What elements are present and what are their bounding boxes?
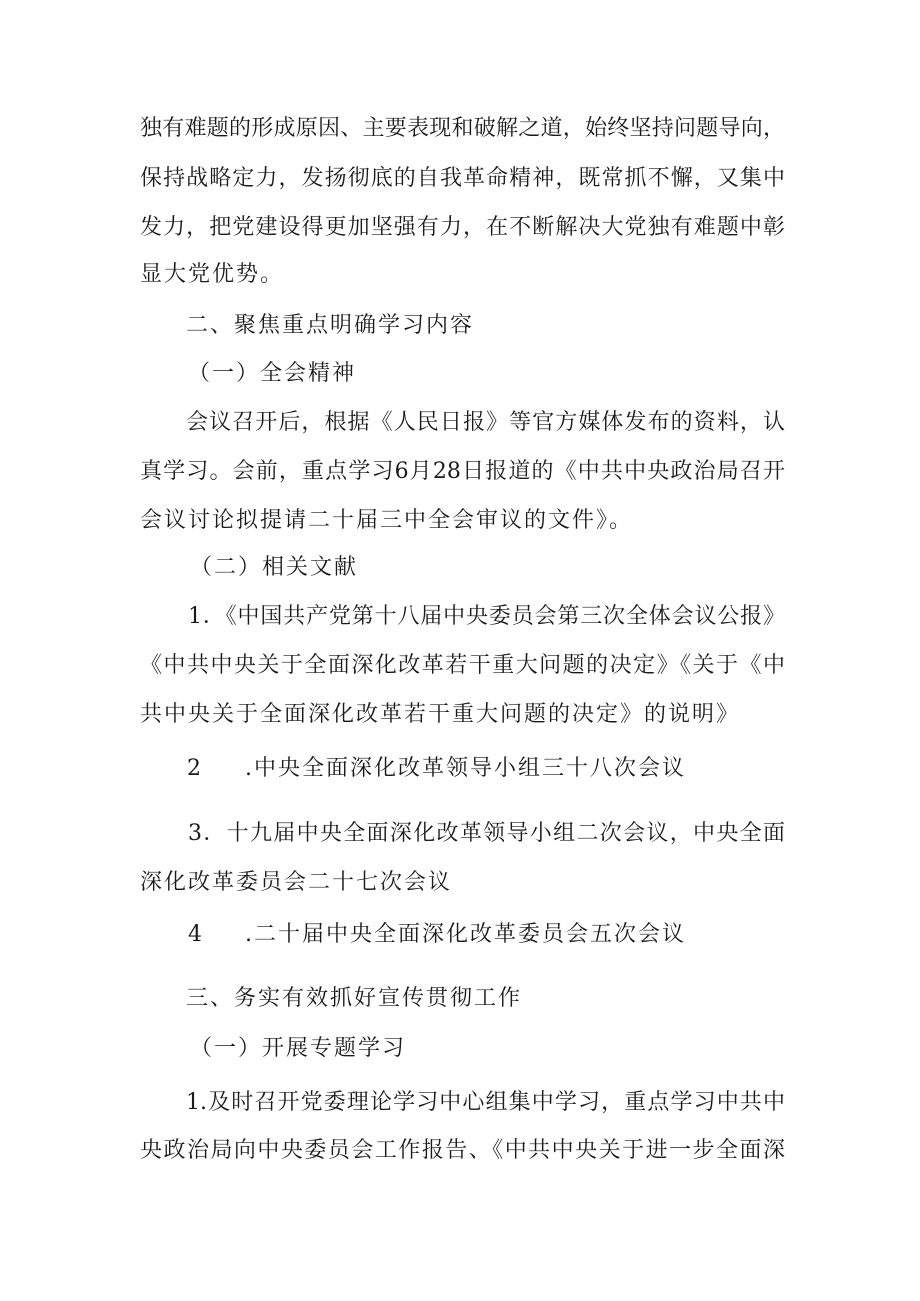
paragraph-line: 真学习。会前，重点学习6月28日报道的《中共中央政治局召开 bbox=[140, 459, 785, 484]
list-item-number: 4 bbox=[188, 922, 204, 947]
list-item-line: 1．《中国共产党第十八届中央委员会第三次全体会议公报》 bbox=[188, 604, 785, 629]
list-item-line: 共中央关于全面深化改革若干重大问题的决定》的说明》 bbox=[140, 702, 741, 727]
subsection-heading: （一）开展专题学习 bbox=[190, 1036, 407, 1061]
list-item-line: 《中共中央关于全面深化改革若干重大问题的决定》《关于《中 bbox=[140, 653, 785, 678]
paragraph-line: 央政治局向中央委员会工作报告、《中共中央关于进一步全面深 bbox=[140, 1138, 785, 1163]
paragraph-line: 会议召开后，根据《人民日报》等官方媒体发布的资料，认 bbox=[186, 410, 785, 435]
list-item bbox=[188, 920, 785, 950]
paragraph-line: 会议讨论拟提请二十届三中全会审议的文件》。 bbox=[140, 508, 634, 533]
paragraph-line: 显大党优势。 bbox=[140, 262, 285, 287]
subsection-heading: （二）相关文献 bbox=[190, 555, 359, 580]
list-item-line: 3．十九届中央全面深化改革领导小组二次会议，中央全面 bbox=[188, 821, 785, 846]
paragraph-line: 独有难题的形成原因、主要表现和破解之道，始终坚持问题导向， bbox=[140, 116, 785, 141]
section-heading: 二、聚焦重点明确学习内容 bbox=[186, 313, 475, 338]
paragraph-line: 保持战略定力，发扬彻底的自我革命精神，既常抓不懈，又集中 bbox=[140, 166, 785, 191]
paragraph-line: 1.及时召开党委理论学习中心组集中学习，重点学习中共中 bbox=[186, 1090, 785, 1115]
list-item-text: .二十届中央全面深化改革委员会五次会议 bbox=[245, 922, 686, 947]
list-item-line: 深化改革委员会二十七次会议 bbox=[140, 870, 453, 895]
paragraph-line: 发力，把党建设得更加坚强有力，在不断解决大党独有难题中彰 bbox=[140, 215, 785, 240]
subsection-heading: （一）全会精神 bbox=[188, 361, 357, 386]
list-item-number: 2 bbox=[187, 756, 203, 781]
section-heading: 三、务实有效抓好宣传贯彻工作 bbox=[186, 986, 523, 1011]
list-item bbox=[187, 754, 785, 784]
list-item-text: .中央全面深化改革领导小组三十八次会议 bbox=[245, 756, 686, 781]
